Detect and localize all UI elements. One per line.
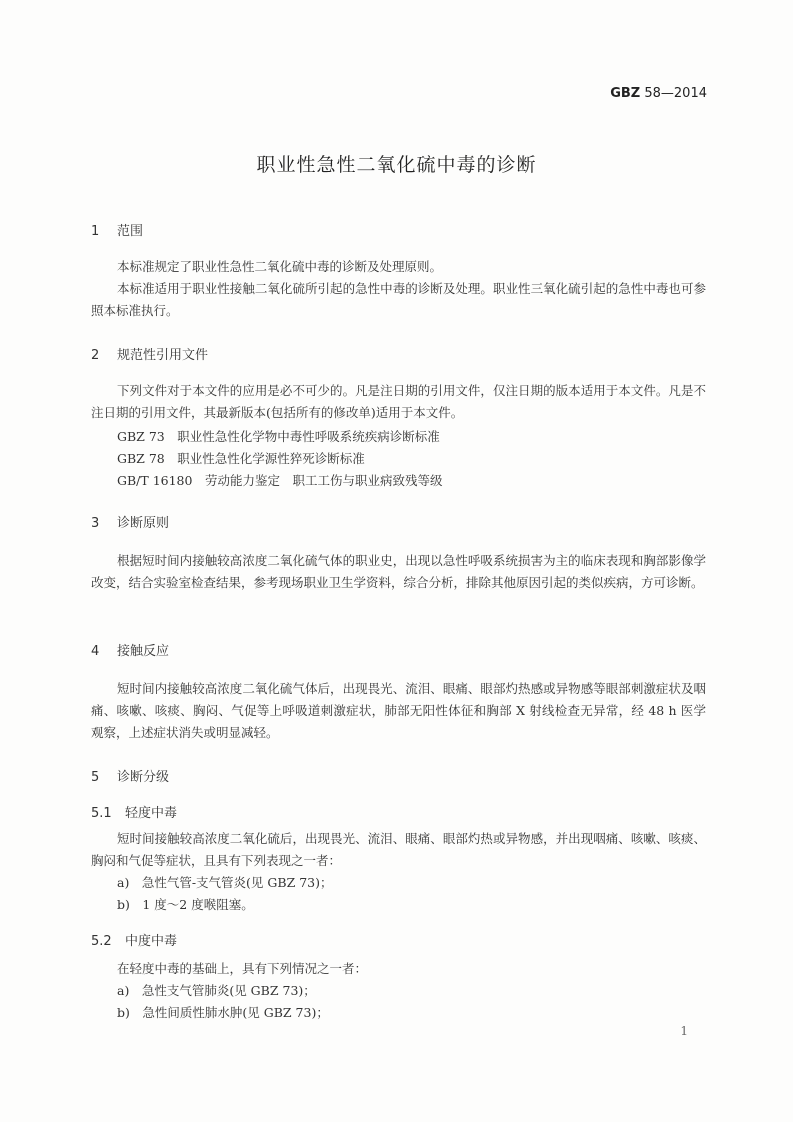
list-item: a) 急性支气管肺炎(见 GBZ 73)； <box>117 983 316 998</box>
section-5-2-paragraph-1: 在轻度中毒的基础上，具有下列情况之一者： <box>117 961 368 976</box>
reference-item: GBZ 78 职业性急性化学源性猝死诊断标准 <box>117 451 365 466</box>
list-item: b) 1 度～2 度喉阻塞。 <box>117 897 254 912</box>
document-title: 职业性急性二氧化硫中毒的诊断 <box>256 154 537 176</box>
section-1-paragraph-2: 本标准适用于职业性接触二氧化硫所引起的急性中毒的诊断及处理。职业性三氧化硫引起的急性中毒也可参照本标准执行。 <box>91 281 706 318</box>
section-5-1-paragraph-1: 短时间接触较高浓度二氧化硫后，出现畏光、流泪、眼痛、眼部灼热或异物感，并出现咽痛、咳嗽、咳痰、胸闷和气促等症状，且具有下列表现之一者： <box>91 831 706 868</box>
reference-item: GB/T 16180 劳动能力鉴定 职工工伤与职业病致残等级 <box>117 473 443 488</box>
list-item: a) 急性气管-支气管炎(见 GBZ 73)； <box>117 875 333 890</box>
section-4-paragraph-1: 短时间内接触较高浓度二氧化硫气体后，出现畏光、流泪、眼痛、眼部灼热感或异物感等眼部刺激症状及咽痛、咳嗽、咳痰、胸闷、气促等上呼吸道刺激症状，肺部无阳性体征和胸部 X 射线检查无异常，经 48 h 医学观察，上述症状消失或明显减轻。 <box>91 681 706 740</box>
section-3-paragraph-1: 根据短时间内接触较高浓度二氧化硫气体的职业史，出现以急性呼吸系统损害为主的临床表现和胸部影像学改变，结合实验室检查结果，参考现场职业卫生学资料，综合分析，排除其他原因引起的类似疾病，方可诊断。 <box>91 553 706 590</box>
section-3-heading: 3 诊断原则 <box>91 516 170 531</box>
section-4-heading: 4 接触反应 <box>91 644 170 659</box>
section-5-1-heading: 5.1 轻度中毒 <box>91 806 178 821</box>
section-1-paragraph-1: 本标准规定了职业性急性二氧化硫中毒的诊断及处理原则。 <box>117 259 443 274</box>
section-2-paragraph-1: 下列文件对于本文件的应用是必不可少的。凡是注日期的引用文件，仅注日期的版本适用于本文件。凡是不注日期的引用文件，其最新版本(包括所有的修改单)适用于本文件。 <box>91 383 706 420</box>
section-1-heading: 1 范围 <box>91 224 144 239</box>
reference-item: GBZ 73 职业性急性化学物中毒性呼吸系统疾病诊断标准 <box>117 429 440 444</box>
standard-code: GBZ 58—2014 <box>610 86 707 101</box>
section-5-heading: 5 诊断分级 <box>91 770 170 785</box>
list-item: b) 急性间质性肺水肿(见 GBZ 73)； <box>117 1005 329 1020</box>
page-number: 1 <box>680 1024 688 1038</box>
section-5-2-heading: 5.2 中度中毒 <box>91 934 178 949</box>
section-2-heading: 2 规范性引用文件 <box>91 348 209 363</box>
